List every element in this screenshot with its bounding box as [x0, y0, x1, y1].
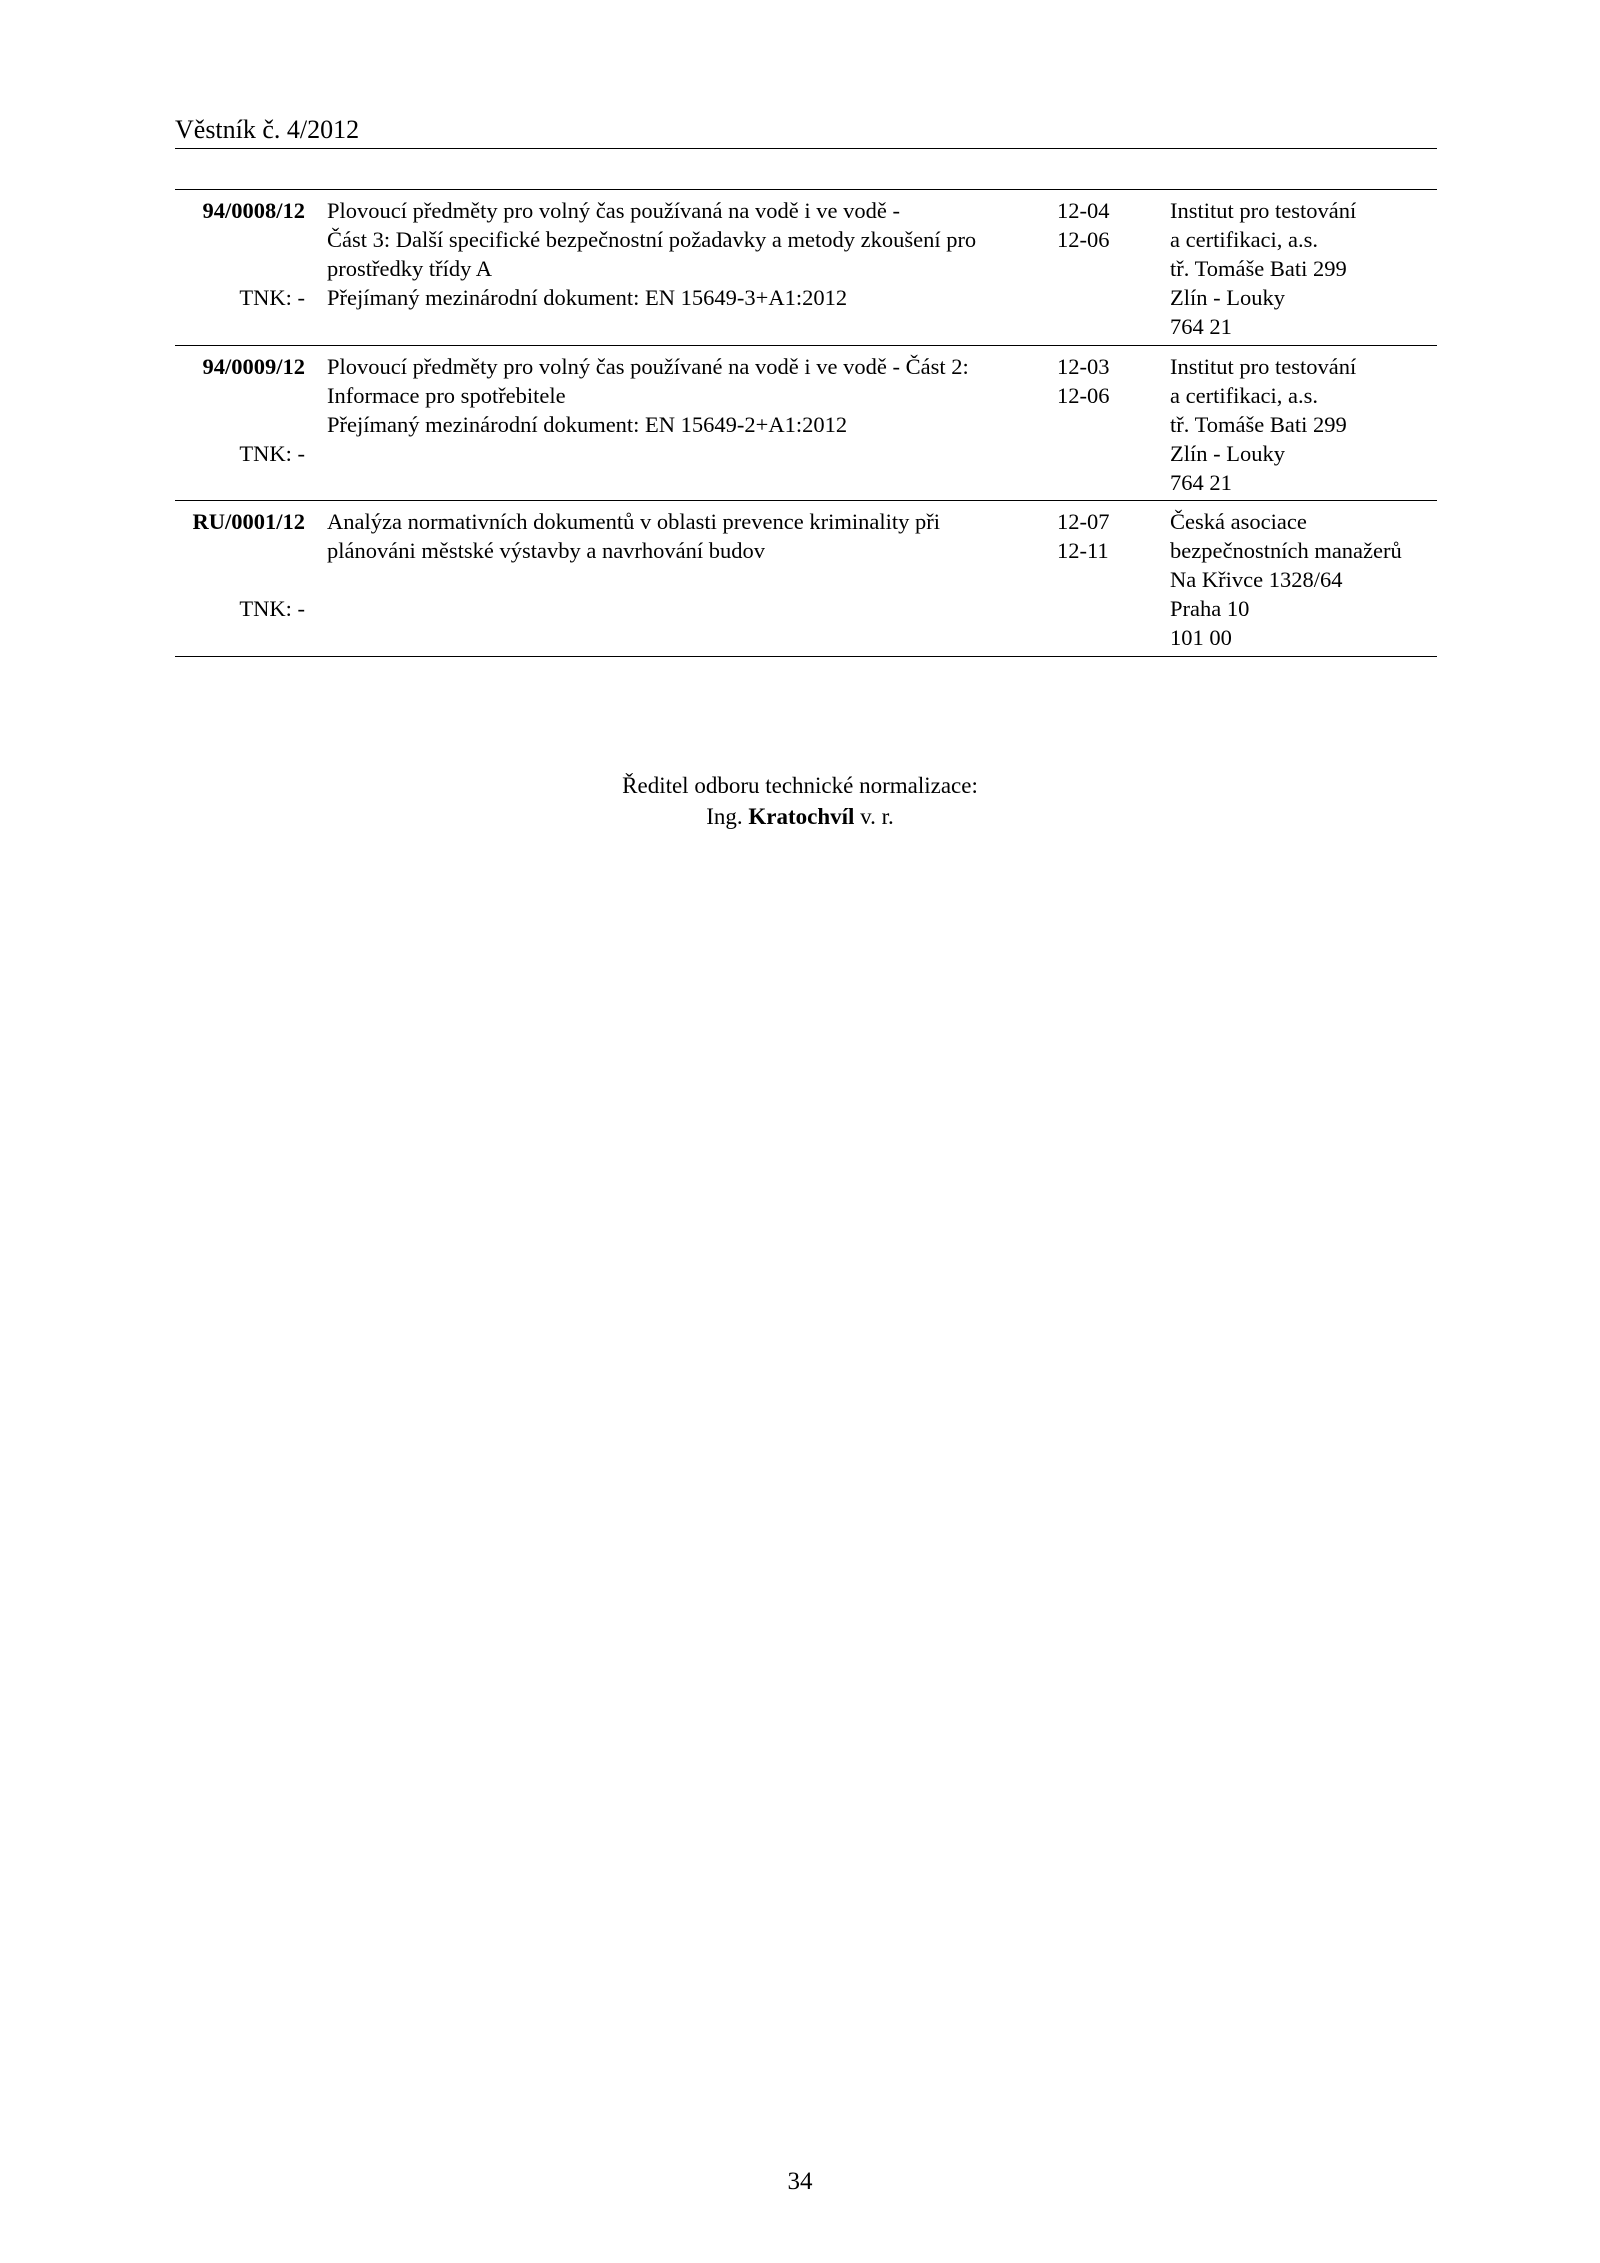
description-line: Analýza normativních dokumentů v oblasti prevence kriminality při	[327, 509, 940, 534]
standard-description	[327, 352, 1047, 439]
description-line: Část 3: Další specifické bezpečnostní požadavky a metody zkoušení pro	[327, 227, 977, 252]
description-line: Plovoucí předměty pro volný čas používaná na vodě i ve vodě -	[327, 198, 900, 223]
address-line: tř. Tomáše Bati 299	[1170, 412, 1347, 437]
description-line: prostředky třídy A	[327, 256, 492, 281]
page-number: 34	[787, 2168, 813, 2195]
address-line: Zlín - Louky	[1170, 285, 1285, 310]
table-row	[175, 190, 1437, 346]
standard-id: 94/0008/12	[202, 198, 305, 223]
tnk-label: TNK: -	[239, 285, 305, 310]
date-value: 12-06	[1057, 383, 1110, 408]
organization-address	[1170, 507, 1437, 652]
address-line: Institut pro testování	[1170, 198, 1357, 223]
signature-block	[0, 770, 1600, 832]
page-header	[175, 112, 1437, 149]
dates-cell	[1057, 352, 1147, 410]
date-value: 12-03	[1057, 354, 1110, 379]
dates-cell	[1057, 196, 1147, 254]
standard-id: RU/0001/12	[192, 509, 305, 534]
address-line: 101 00	[1170, 625, 1232, 650]
table-row	[175, 501, 1437, 657]
address-line: a certifikaci, a.s.	[1170, 227, 1319, 252]
organization-address	[1170, 352, 1437, 497]
standard-description	[327, 507, 1047, 565]
standard-description	[327, 196, 1047, 312]
date-value: 12-04	[1057, 198, 1110, 223]
address-line: Na Křivce 1328/64	[1170, 567, 1343, 592]
description-line: Plovoucí předměty pro volný čas používané na vodě i ve vodě - Část 2:	[327, 354, 969, 379]
address-line: Zlín - Louky	[1170, 441, 1285, 466]
tnk-label: TNK: -	[239, 596, 305, 621]
description-line: Přejímaný mezinárodní dokument: EN 15649-3+A1:2012	[327, 285, 848, 310]
signature-title: Ředitel odboru technické normalizace:	[622, 773, 978, 798]
date-value: 12-06	[1057, 227, 1110, 252]
dates-cell	[1057, 507, 1147, 565]
address-line: Praha 10	[1170, 596, 1250, 621]
address-line: 764 21	[1170, 314, 1232, 339]
signature-prefix: Ing.	[706, 804, 743, 829]
organization-address	[1170, 196, 1437, 341]
address-line: bezpečnostních manažerů	[1170, 538, 1402, 563]
signature-suffix: v. r.	[860, 804, 894, 829]
description-line: plánováni městské výstavby a navrhování budov	[327, 538, 766, 563]
address-line: Institut pro testování	[1170, 354, 1357, 379]
address-line: 764 21	[1170, 470, 1232, 495]
description-line: Informace pro spotřebitele	[327, 383, 566, 408]
tnk-label: TNK: -	[239, 441, 305, 466]
address-line: tř. Tomáše Bati 299	[1170, 256, 1347, 281]
description-line: Přejímaný mezinárodní dokument: EN 15649-2+A1:2012	[327, 412, 848, 437]
address-line: Česká asociace	[1170, 509, 1307, 534]
signature-name-line	[0, 801, 1600, 832]
date-value: 12-07	[1057, 509, 1110, 534]
standards-table	[175, 189, 1437, 657]
bulletin-title: Věstník č. 4/2012	[175, 115, 360, 144]
standard-id: 94/0009/12	[202, 354, 305, 379]
signatory-name: Kratochvíl	[748, 804, 855, 829]
date-value: 12-11	[1057, 538, 1109, 563]
address-line: a certifikaci, a.s.	[1170, 383, 1319, 408]
table-row	[175, 346, 1437, 501]
